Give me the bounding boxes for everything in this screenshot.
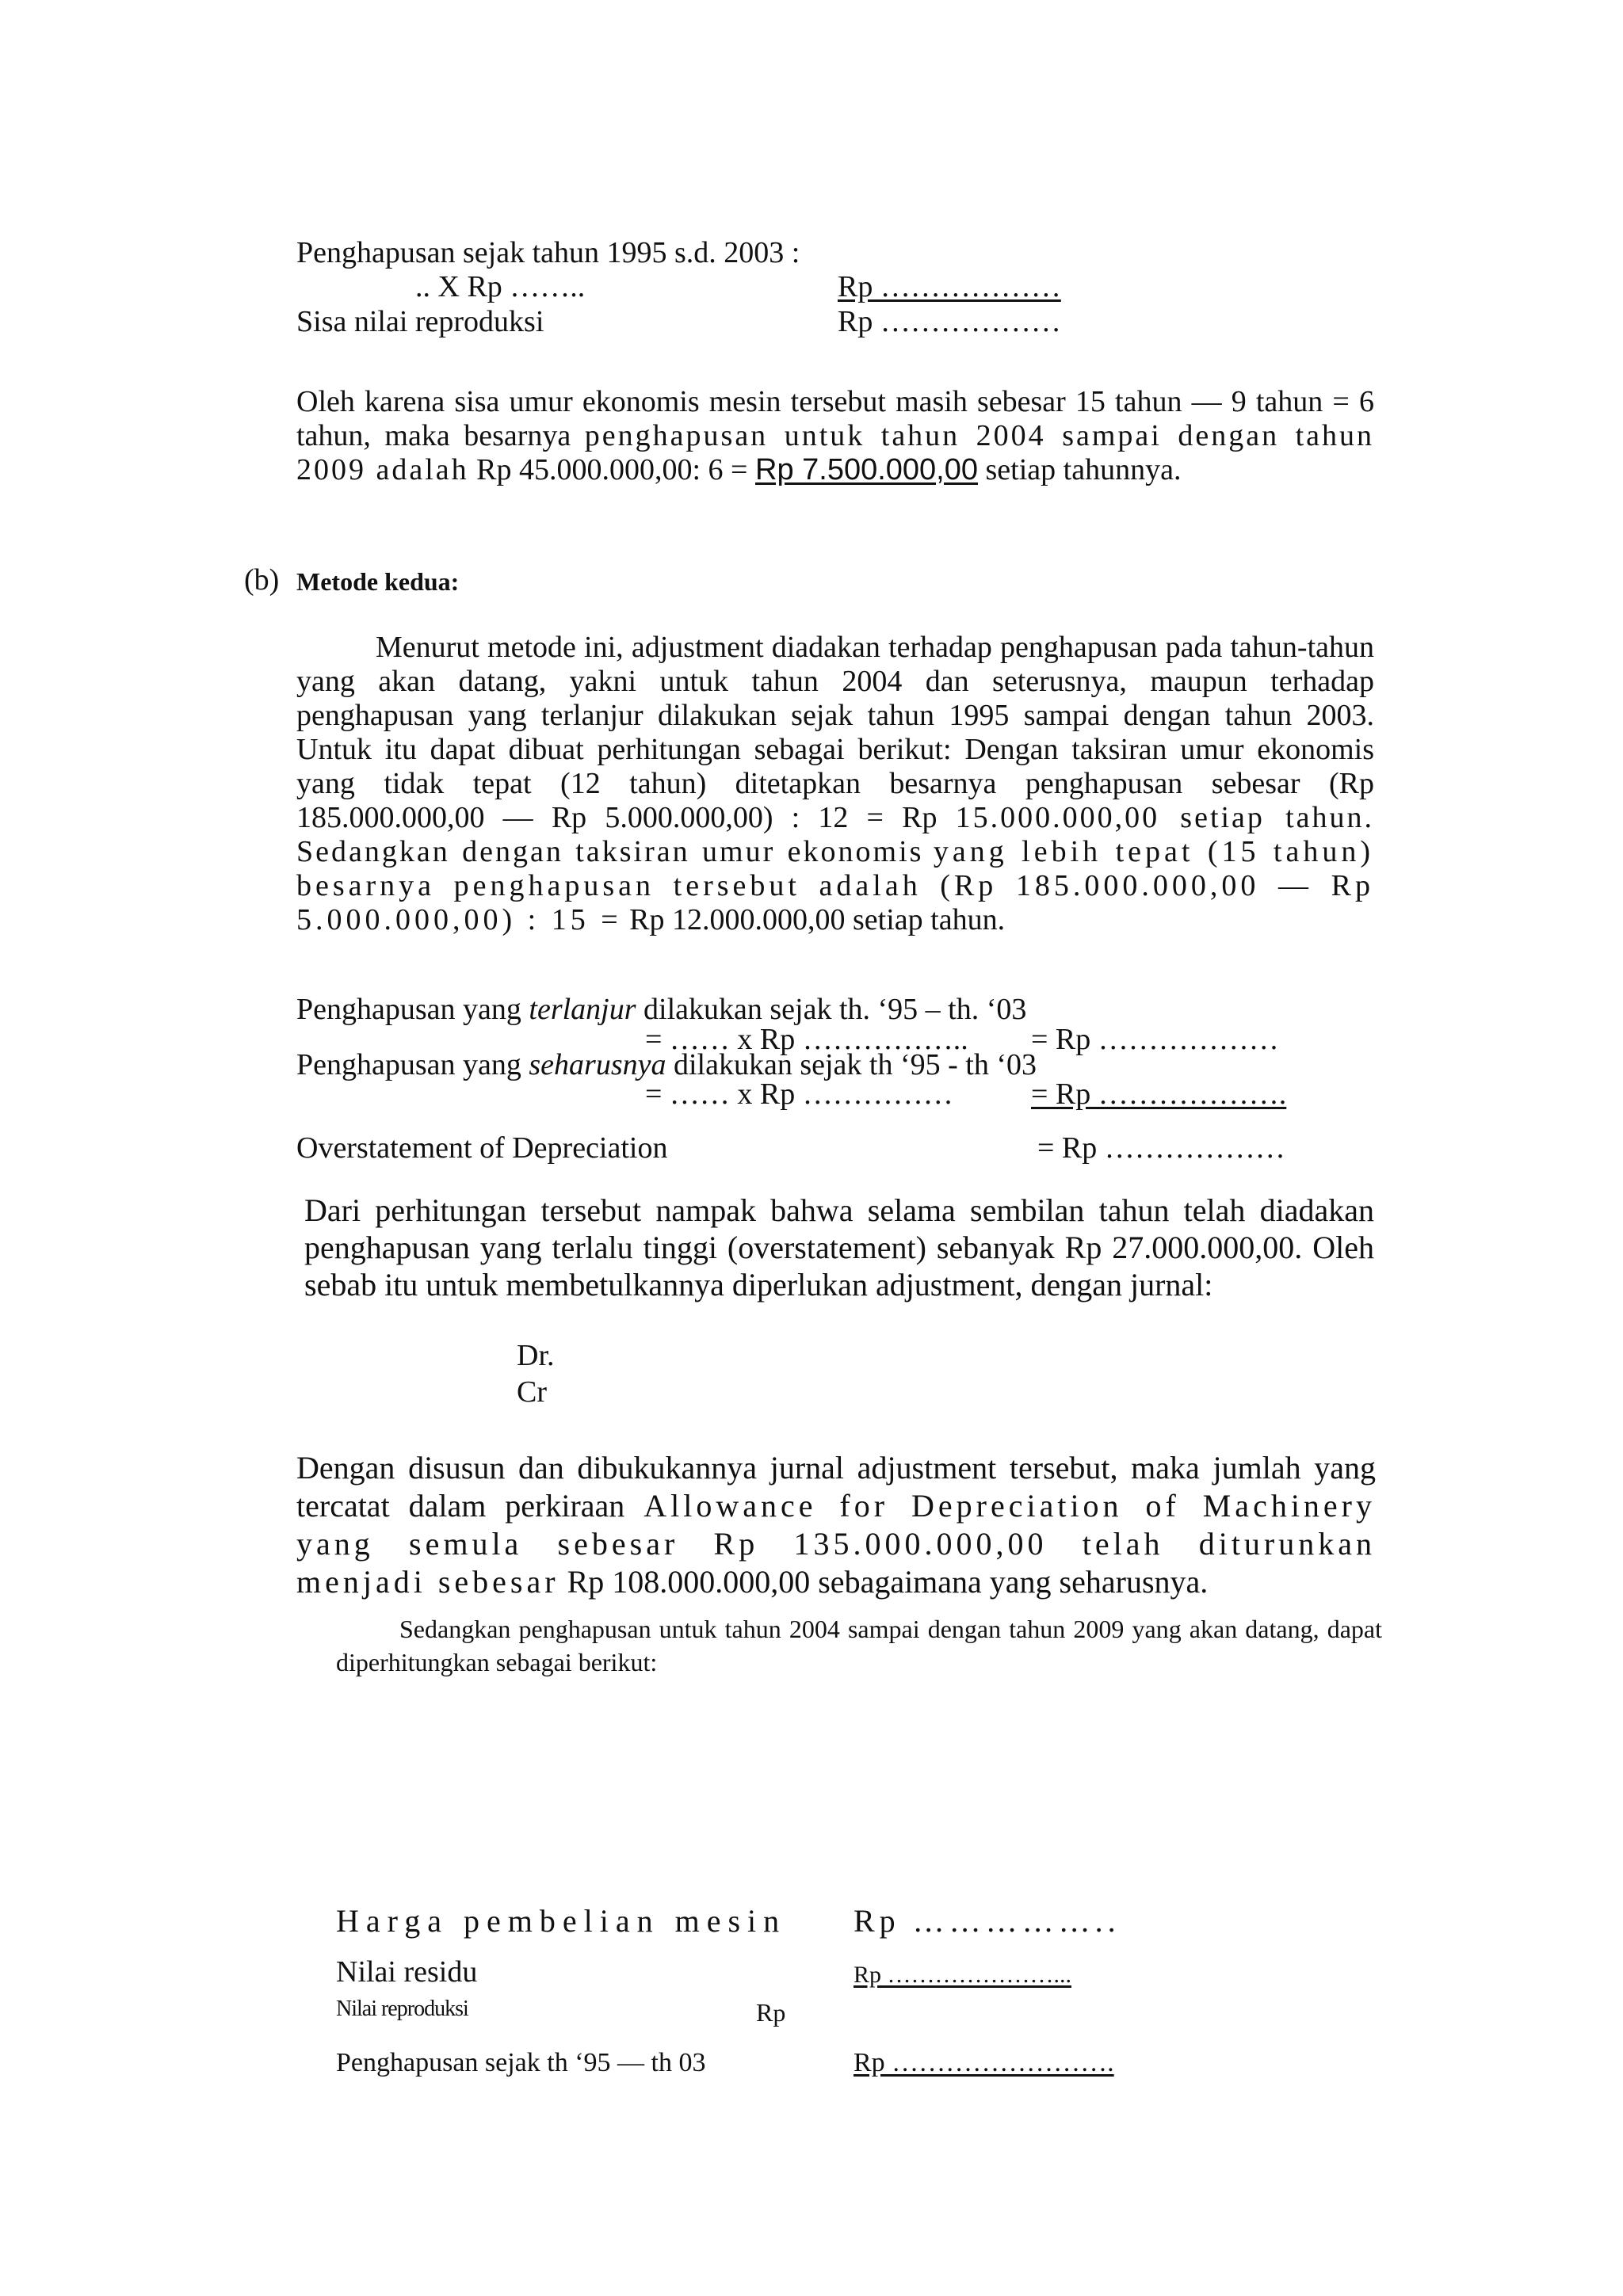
calc-terlanjur-text-b: terlanjur	[529, 993, 636, 1026]
paragraph-adjustment-part-b: Allowance for Depreciation of Machinery yang semula sebesar Rp 135.000.000,00 telah diturunkan menjadi sebesar	[296, 1488, 1377, 1600]
top-calc-line1: Penghapusan sejak tahun 1995 s.d. 2003 :	[296, 236, 800, 269]
calc-seharusnya-formula: = …… x Rp ……………	[645, 1077, 953, 1111]
calc-terlanjur-text-c: dilakukan sejak th. ‘95 – th. ‘03	[643, 993, 1027, 1026]
section-b-title: Metode kedua:	[296, 567, 460, 596]
paragraph-remaining-life-part-c: Rp 45.000.000,00: 6 =	[476, 453, 748, 486]
paragraph-future-depreciation-text: Sedangkan penghapusan untuk tahun 2004 sampai dengan tahun 2009 yang akan datang, dapat diperhitungkan sebagai berikut:	[336, 1615, 1382, 1676]
calc-terlanjur-label	[296, 994, 1026, 1024]
overstatement-value: = Rp ………………	[1037, 1131, 1285, 1165]
paragraph-remaining-life-part-e: setiap tahunnya.	[985, 453, 1182, 486]
reproduction-value-label: Nilai reproduksi	[336, 1997, 468, 2021]
paragraph-method-two-part-d: yang lebih tepat (15 tahun) besarnya penghapusan tersebut adalah (Rp 185.000.000,00 — Rp 5.000.000,00) : 15 =	[296, 835, 1374, 936]
paragraph-adjustment-part-c: Rp 108.000.000,00 sebagaimana yang seharusnya.	[567, 1564, 1209, 1600]
paragraph-adjustment	[296, 1449, 1376, 1601]
residual-value-value: Rp …………………...	[854, 1962, 1072, 1988]
paragraph-method-two-part-f: 12.000.000,00 setiap tahun.	[672, 903, 1006, 936]
calc-terlanjur-text-a: Penghapusan yang	[296, 993, 521, 1026]
paragraph-remaining-life	[296, 385, 1374, 487]
section-b-marker: (b)	[244, 563, 280, 597]
residual-value-label: Nilai residu	[336, 1955, 478, 1989]
paragraph-method-two-part-e: Rp	[629, 903, 665, 936]
paragraph-method-two-part-a: Menurut metode ini, adjustment diadakan terhadap penghapusan pada tahun-tahun yang akan datang, yakni untuk tahun 2004 dan seterusnya, maupun terhadap penghapusan yang terlanjur dilakukan sejak tahun 1995 sampai dengan tahun 2003. Untuk itu dapat dibuat perhitungan sebagai berikut:	[296, 631, 1374, 766]
paragraph-adjustment-part-a: Dengan disusun dan dibukukannya jurnal adjustment tersebut, maka jumlah yang tercatat dalam perkiraan	[296, 1450, 1376, 1524]
top-calc-line2-right: Rp ………………	[838, 270, 1061, 303]
paragraph-method-two-part-b: Dengan taksiran umur ekonomis yang tidak tepat (12 tahun) ditetapkan besarnya penghapusan sebesar (Rp 185.000.000,00 — Rp 5.000.000,00) : 12 = Rp	[296, 733, 1375, 834]
purchase-price-value: Rp ……………..	[854, 1903, 1121, 1939]
paragraph-overstatement: Dari perhitungan tersebut nampak bahwa selama sembilan tahun telah diadakan penghapusan yang terlalu tinggi (overstatement) sebanyak Rp 27.000.000,00. Oleh sebab itu untuk membetulkannya diperlukan adjustment, dengan jurnal:	[304, 1192, 1374, 1302]
purchase-price-label: Harga pembelian mesin	[336, 1903, 787, 1939]
paragraph-method-two-part-c: 15.000.000,00 setiap tahun. Sedangkan dengan taksiran umur ekonomis	[296, 801, 1375, 868]
depreciation-since-value: Rp …………………….	[854, 2048, 1114, 2077]
journal-credit: Cr	[517, 1375, 547, 1409]
depreciation-since-label: Penghapusan sejak th ‘95 — th 03	[336, 2048, 706, 2077]
calc-seharusnya-text-b: seharusnya	[529, 1048, 666, 1081]
paragraph-future-depreciation	[336, 1612, 1382, 1679]
top-calc-line3-right: Rp ………………	[838, 305, 1061, 338]
top-calc-line3-left: Sisa nilai reproduksi	[296, 305, 544, 338]
calc-seharusnya-text-c: dilakukan sejak th ‘95 - th ‘03	[674, 1048, 1037, 1081]
overstatement-label: Overstatement of Depreciation	[296, 1131, 668, 1165]
calc-terlanjur-formula: = …… x Rp ……………..	[645, 1023, 968, 1056]
journal-debit: Dr.	[517, 1339, 555, 1372]
paragraph-method-two	[296, 631, 1374, 937]
reproduction-value-value: Rp	[756, 1998, 786, 2027]
calc-seharusnya-text-a: Penghapusan yang	[296, 1048, 521, 1081]
annual-depreciation-amount: Rp 7.500.000,00	[755, 453, 979, 486]
paragraph-remaining-life-part-b: penghapusan untuk tahun 2004 sampai dengan tahun 2009 adalah	[296, 419, 1374, 486]
paragraph-remaining-life-part-a: Oleh karena sisa umur ekonomis mesin tersebut masih sebesar 15 tahun — 9 tahun = 6 tahun, maka besarnya	[296, 385, 1374, 452]
calc-seharusnya-label	[296, 1050, 1037, 1080]
calc-seharusnya-result: = Rp ……………….	[1031, 1077, 1287, 1111]
top-calc-line2-left: .. X Rp ……..	[415, 270, 586, 303]
calc-terlanjur-result: = Rp ………………	[1031, 1023, 1279, 1056]
